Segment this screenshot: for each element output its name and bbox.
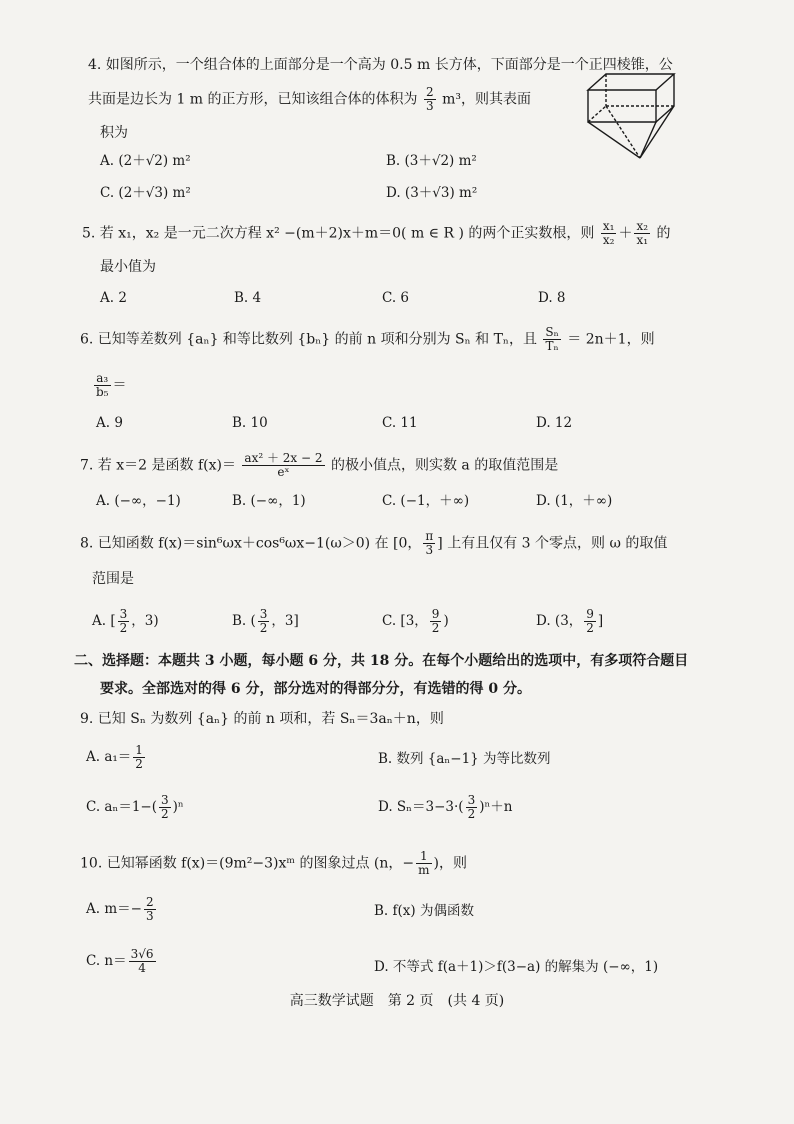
q6-fraction: $\frac{\text{Sₙ}}{\text{Tₙ}}$ <box>545 325 559 353</box>
q5-line2: 最小值为 <box>100 259 156 275</box>
q4-option-b: B. (3＋√2) m² <box>386 153 477 169</box>
q9-option-c: C. aₙ＝1−( $\frac{3}{2}$ )ⁿ <box>86 793 184 821</box>
q8-line1: 8. 已知函数 f(x)＝sin⁶ωx＋cos⁶ωx−1(ω＞0) 在 [0， $\frac{\pi}{3}$ ] 上有且仅有 3 个零点，则 ω 的取值 <box>80 529 668 557</box>
q8-option-d: D. (3， $\frac{9}{2}$ ] <box>536 607 604 635</box>
q7-fraction: $\frac{\text{ax² ＋ 2x − 2}}{\text{eˣ}}$ <box>244 451 323 479</box>
q5-fraction-1: $\frac{\text{x₁}}{\text{x₂}}$ <box>602 219 615 247</box>
q7-option-a: A. (−∞，−1) <box>96 493 181 509</box>
q4-line2: 共面是边长为 1 m 的正方形，已知该组合体的体积为 $\frac{2}{3}$ m³，则其表面 <box>88 85 531 113</box>
q5-option-d: D. 8 <box>538 290 566 306</box>
q10-option-d: D. 不等式 f(a＋1)＞f(3−a) 的解集为 (−∞，1) <box>374 959 659 975</box>
q10-option-c: C. n＝ $\frac{3√6}{4}$ <box>86 947 154 975</box>
q7-option-d: D. (1，＋∞) <box>536 493 613 509</box>
q5-fraction-2: $\frac{\text{x₂}}{\text{x₁}}$ <box>636 219 649 247</box>
section2-instructions: 要求。全部选对的得 6 分，部分选对的得部分分，有选错的得 0 分。 <box>100 681 531 697</box>
q6-line1: 6. 已知等差数列 {aₙ} 和等比数列 {bₙ} 的前 n 项和分别为 Sₙ 和 Tₙ，且 $\frac{\text{Sₙ}}{\text{Tₙ}}$ ＝ 2n＋1，则 <box>80 325 655 353</box>
q8-fraction: $\frac{\pi}{3}$ <box>425 529 434 557</box>
q5-option-c: C. 6 <box>382 290 410 306</box>
q5-line1: 5. 若 x₁，x₂ 是一元二次方程 x² −(m＋2)x＋m＝0( m ∈ R ) 的两个正实数根，则 $\frac{\text{x₁}}{\text{x₂}}$ ＋ $\frac{\text{x₂}}{\text{x₁}}$ 的 <box>82 219 671 247</box>
q8-option-a: A. [ $\frac{3}{2}$ ，3) <box>92 607 159 635</box>
q10-option-a: A. m＝− $\frac{2}{3}$ <box>86 895 154 923</box>
q6-option-c: C. 11 <box>382 415 418 431</box>
q6-line2: $\frac{\text{a₃}}{\text{b₅}}$ ＝ <box>96 371 127 399</box>
q4-option-d: D. (3＋√3) m² <box>386 185 478 201</box>
q6-ratio-fraction: $\frac{\text{a₃}}{\text{b₅}}$ <box>96 371 109 399</box>
section2-heading: 二、选择题：本题共 3 小题，每小题 6 分，共 18 分。在每个小题给出的选项中，有多项符合题目 <box>74 653 689 669</box>
q9-option-b: B. 数列 {aₙ−1} 为等比数列 <box>378 751 551 767</box>
q8-option-c: C. [3， $\frac{9}{2}$ ) <box>382 607 449 635</box>
q7-option-c: C. (−1，＋∞) <box>382 493 470 509</box>
q9-line1: 9. 已知 Sₙ 为数列 {aₙ} 的前 n 项和，若 Sₙ＝3aₙ＋n，则 <box>80 711 444 727</box>
q9-option-d: D. Sₙ＝3−3·( $\frac{3}{2}$ )ⁿ＋n <box>378 793 513 821</box>
q6-option-a: A. 9 <box>96 415 123 431</box>
composite-solid-figure <box>584 66 676 166</box>
q8-option-b: B. ( $\frac{3}{2}$ ，3] <box>232 607 299 635</box>
page-footer: 高三数学试题 第 2 页 (共 4 页) <box>289 993 505 1009</box>
q4-volume-fraction: $\frac{2}{3}$ <box>426 85 434 113</box>
q4-option-a: A. (2＋√2) m² <box>100 153 191 169</box>
q10-fraction: $\frac{1}{m}$ <box>418 849 430 877</box>
q4-option-c: C. (2＋√3) m² <box>100 185 191 201</box>
q4-line3: 积为 <box>100 125 128 141</box>
q7-line1: 7. 若 x＝2 是函数 f(x)＝ $\frac{\text{ax² ＋ 2x − 2}}{\text{eˣ}}$ 的极小值点，则实数 a 的取值范围是 <box>80 451 559 479</box>
q10-line1: 10. 已知幂函数 f(x)＝(9m²−3)xᵐ 的图象过点 (n，− $\frac{1}{m}$ )，则 <box>80 849 467 877</box>
q10-option-b: B. f(x) 为偶函数 <box>374 903 474 919</box>
q8-line2: 范围是 <box>92 571 134 587</box>
q4-line1: 4. 如图所示，一个组合体的上面部分是一个高为 0.5 m 长方体，下面部分是一个正四棱锥，公 <box>88 57 673 73</box>
q7-option-b: B. (−∞，1) <box>232 493 306 509</box>
q6-option-d: D. 12 <box>536 415 573 431</box>
q5-option-b: B. 4 <box>234 290 262 306</box>
q6-option-b: B. 10 <box>232 415 268 431</box>
q5-option-a: A. 2 <box>100 290 127 306</box>
q9-option-a: A. a₁＝ $\frac{1}{2}$ <box>86 743 143 771</box>
